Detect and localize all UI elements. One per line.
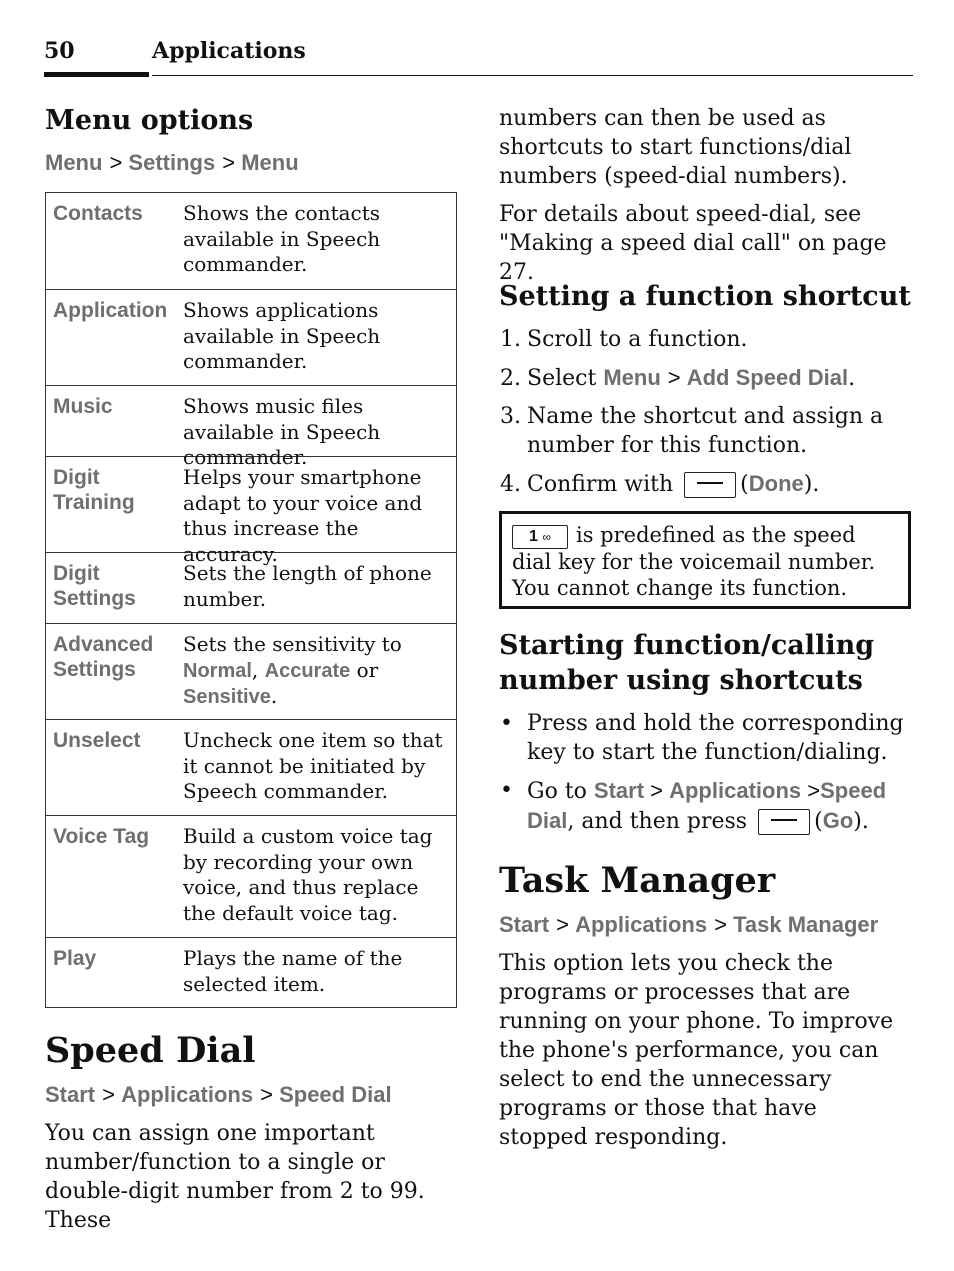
- select-menu: Menu: [603, 365, 661, 390]
- softkey-icon: [684, 472, 736, 498]
- task-manager-description: This option lets you check the programs or processes that are running on your phone. To improve the phone's performance, you can select to end the unnecessary programs or those that have stopped responding.: [499, 951, 894, 1150]
- voicemail-key-icon: 1 ∞: [512, 525, 568, 549]
- key-digit: 1: [529, 527, 538, 545]
- option-key-line: Settings: [53, 658, 136, 681]
- table-row: [46, 937, 456, 1007]
- path-task-manager: Task Manager: [733, 912, 879, 937]
- table-row: [46, 193, 456, 289]
- menu-options-heading: Menu options: [45, 105, 254, 136]
- option-unselect: Unselect: [53, 729, 141, 752]
- option-music: Music: [53, 395, 113, 418]
- done-key-label: Done: [748, 471, 804, 496]
- list-item: • Press and hold the corresponding key to start the function/dialing.: [500, 709, 910, 769]
- option-description: Shows the contacts available in Speech commander.: [183, 201, 381, 276]
- sensitivity-sensitive: Sensitive: [183, 686, 271, 708]
- step-text: Select: [527, 366, 597, 391]
- header-rule: [152, 75, 913, 76]
- desc-period: .: [270, 684, 278, 708]
- option-key-line: Settings: [53, 587, 136, 610]
- step-1: 1. Scroll to a function.: [500, 327, 748, 352]
- speed-dial-path: Start > Applications > Speed Dial: [45, 1082, 392, 1107]
- bullet-text-part: Go to: [527, 779, 587, 804]
- speed-dial-heading: Speed Dial: [45, 1030, 256, 1071]
- table-row: [46, 289, 456, 385]
- header-tab-bar: [44, 72, 149, 77]
- task-manager-heading: Task Manager: [499, 860, 776, 901]
- table-row: [46, 456, 456, 566]
- option-description: Sets the sensitivity to Normal, Accurate or Sensitive.: [183, 632, 402, 708]
- go-speed-dial: Speed Dial: [527, 778, 887, 833]
- path-applications: Applications: [121, 1082, 254, 1107]
- option-play: Play: [53, 947, 97, 970]
- option-description: Sets the length of phone number.: [183, 561, 432, 611]
- option-voice-tag: Voice Tag: [53, 825, 150, 848]
- desc-or: or: [356, 657, 379, 682]
- path-applications: Applications: [575, 912, 708, 937]
- option-key-line: Advanced: [53, 633, 154, 656]
- path-start: Start: [499, 912, 550, 937]
- task-manager-path: Start > Applications > Task Manager: [499, 912, 879, 937]
- option-digit-training: [46, 457, 183, 552]
- note-box: [499, 511, 911, 609]
- speed-dial-details: For details about speed-dial, see "Making a speed dial call" on page 27.: [499, 202, 887, 285]
- go-applications: Applications: [669, 778, 802, 803]
- starting-shortcuts-heading: Starting function/calling number using shortcuts: [499, 630, 875, 696]
- go-key-label: Go: [822, 808, 854, 833]
- path-start: Start: [45, 1082, 96, 1107]
- option-advanced-settings: [46, 624, 183, 719]
- speed-dial-intro: You can assign one important number/function to a single or double-digit number from 2 to 99. These: [45, 1121, 425, 1233]
- option-key-line: Training: [53, 491, 135, 514]
- function-shortcut-heading: Setting a function shortcut: [499, 281, 911, 312]
- path-settings: Settings: [128, 150, 216, 175]
- step-text: Confirm with: [527, 472, 674, 497]
- option-key-line: Digit: [53, 562, 100, 585]
- table-row: [46, 385, 456, 469]
- option-application: Application: [53, 299, 168, 322]
- page-number: 50: [44, 38, 75, 64]
- option-description: Plays the name of the selected item.: [183, 946, 403, 996]
- table-row: [46, 552, 456, 623]
- path-menu: Menu: [45, 150, 103, 175]
- list-item: • Go to Start > Applications >Speed Dial, and then press (Go).: [500, 776, 910, 836]
- step-text: Name the shortcut and assign a number for this function.: [527, 404, 884, 458]
- go-start: Start: [593, 778, 645, 803]
- speed-dial-intro-continued: numbers can then be used as shortcuts to start functions/dial numbers (speed-dial numbers).: [499, 106, 852, 189]
- table-row: [46, 719, 456, 815]
- bullet-text-part: , and then press: [567, 809, 748, 834]
- path-speed-dial: Speed Dial: [279, 1082, 392, 1107]
- option-key-line: Digit: [53, 466, 100, 489]
- note-text: is predefined as the speed dial key for the voicemail number. You cannot change its function.: [512, 523, 876, 600]
- option-description: Uncheck one item so that it cannot be initiated by Speech commander.: [183, 728, 443, 803]
- step-4: 4. Confirm with (Done).: [500, 471, 820, 497]
- option-contacts: Contacts: [53, 202, 143, 225]
- option-description: Shows applications available in Speech commander.: [183, 298, 381, 373]
- table-row: [46, 623, 456, 719]
- option-digit-settings: [46, 553, 183, 623]
- option-description: Helps your smartphone adapt to your voice and thus increase the accuracy.: [183, 465, 423, 566]
- bullet-text: Go to Start > Applications >Speed Dial, and then press (Go).: [527, 778, 887, 834]
- desc-text: Sets the sensitivity to: [183, 632, 402, 656]
- step-3: 3. Name the shortcut and assign a number for this function.: [500, 402, 900, 460]
- sensitivity-accurate: Accurate: [264, 659, 351, 682]
- step-text: Scroll to a function.: [527, 327, 748, 352]
- option-description: Shows music files available in Speech commander.: [183, 394, 381, 469]
- softkey-icon: [758, 809, 810, 835]
- menu-options-table: [45, 192, 457, 1008]
- header-title: Applications: [152, 38, 306, 64]
- bullet-text: Press and hold the corresponding key to start the function/dialing.: [527, 711, 904, 765]
- step-2: 2. Select Menu > Add Speed Dial.: [500, 365, 856, 391]
- add-speed-dial: Add Speed Dial: [686, 365, 849, 390]
- path-menu-2: Menu: [241, 150, 299, 175]
- table-row: [46, 815, 456, 937]
- option-description: Build a custom voice tag by recording your own voice, and thus replace the default voice tag.: [183, 824, 433, 925]
- menu-options-path: Menu > Settings > Menu: [45, 150, 299, 175]
- sensitivity-normal: Normal: [183, 659, 252, 682]
